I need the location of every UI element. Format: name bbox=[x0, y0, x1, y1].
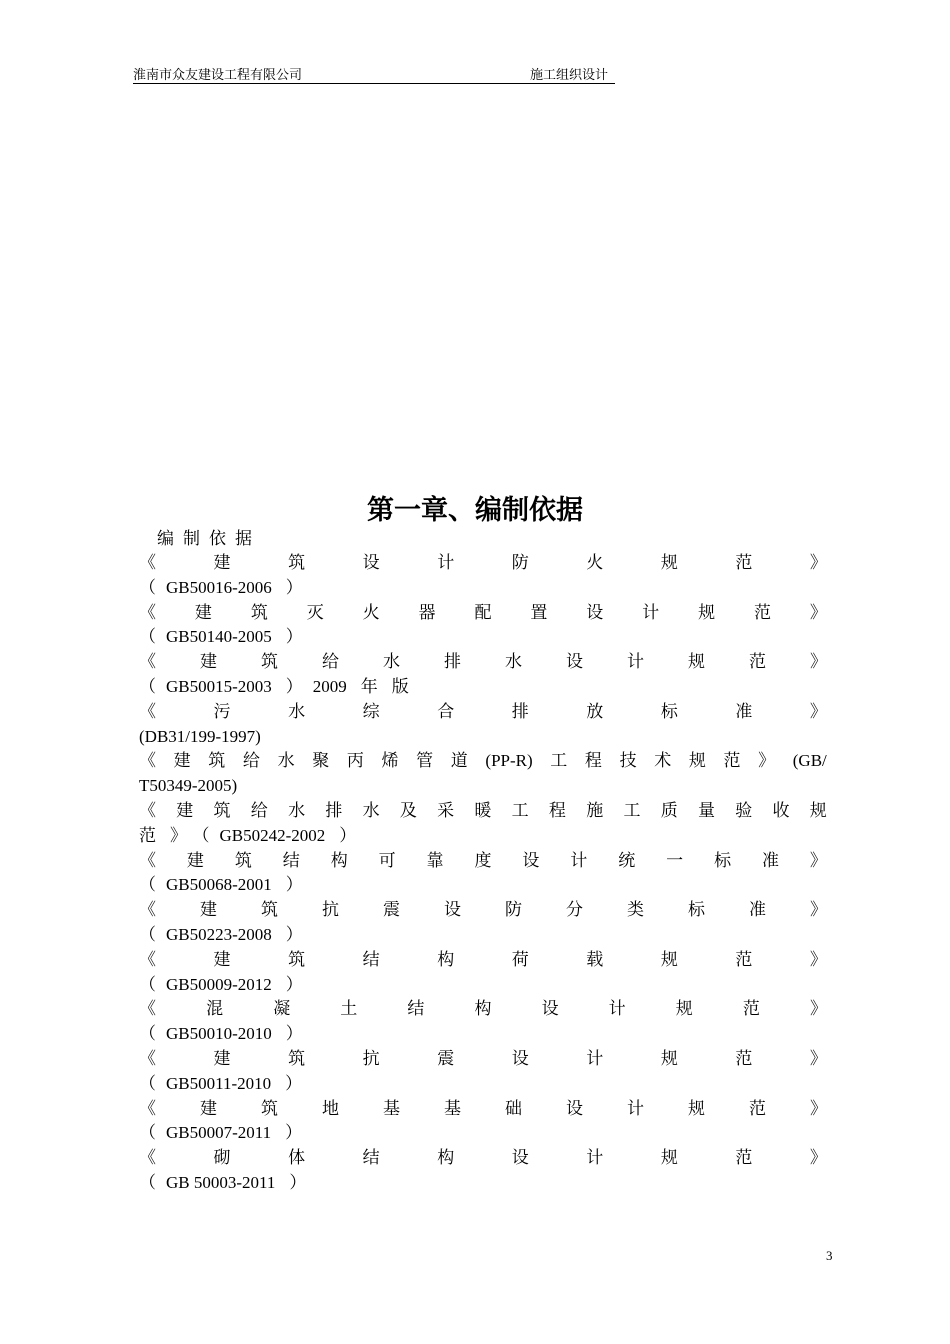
reference-title-char: 器 bbox=[418, 602, 436, 622]
reference-title-char: 规 bbox=[675, 999, 693, 1019]
reference-title-char: 设 bbox=[522, 850, 540, 870]
reference-title-char: 《 bbox=[139, 701, 156, 721]
reference-title-char: 水 bbox=[288, 701, 306, 721]
reference-title-char: 放 bbox=[586, 701, 604, 721]
reference-title-char: 建 bbox=[173, 751, 191, 771]
reference-code-token: （ bbox=[139, 974, 156, 994]
reference-title-char: 丙 bbox=[346, 751, 364, 771]
reference-code-line bbox=[139, 824, 827, 849]
reference-code-token: （ bbox=[139, 875, 156, 895]
reference-title-line bbox=[139, 898, 827, 923]
reference-title-char: 计 bbox=[570, 850, 588, 870]
reference-title-char: 水 bbox=[288, 800, 306, 820]
reference-title-char: 《 bbox=[139, 800, 156, 820]
reference-title-char: 筑 bbox=[234, 850, 252, 870]
reference-code-token: （ bbox=[139, 1024, 156, 1044]
reference-title-char: 道 bbox=[450, 751, 468, 771]
reference-title-char: 火 bbox=[586, 553, 604, 572]
reference-code-token: ） bbox=[285, 627, 303, 647]
reference-title-char: 一 bbox=[666, 850, 684, 870]
reference-title-char: 建 bbox=[213, 553, 231, 572]
reference-title-char: 》 bbox=[809, 999, 827, 1019]
reference-title-char: 水 bbox=[362, 800, 380, 820]
reference-title-char: 抗 bbox=[322, 900, 339, 920]
reference-title-char: 规 bbox=[660, 949, 678, 969]
reference-title-char: 抗 bbox=[362, 1048, 380, 1068]
reference-title-char: 建 bbox=[186, 850, 204, 870]
reference-title-char: 计 bbox=[627, 1098, 644, 1118]
reference-code-line bbox=[139, 923, 827, 948]
reference-code-token: GB50015-2003 bbox=[166, 676, 272, 696]
reference-title-char: 设 bbox=[511, 1048, 529, 1068]
reference-title-char: 规 bbox=[660, 553, 678, 572]
reference-title-char: 防 bbox=[511, 553, 529, 572]
reference-title-char: 载 bbox=[586, 949, 604, 969]
reference-title-char: 暖 bbox=[474, 800, 492, 820]
reference-code-line bbox=[139, 1171, 827, 1196]
reference-title-char: 规 bbox=[688, 751, 706, 771]
reference-title-char: 建 bbox=[176, 800, 194, 820]
reference-title-char: 地 bbox=[322, 1098, 339, 1118]
reference-title-char: 准 bbox=[735, 701, 753, 721]
reference-title-char: 筑 bbox=[261, 1098, 278, 1118]
reference-title-char: 规 bbox=[809, 800, 827, 820]
reference-code-token: 范 bbox=[139, 825, 156, 845]
reference-title-char: 聚 bbox=[312, 751, 330, 771]
reference-title-char: 烯 bbox=[381, 751, 399, 771]
reference-title-char: (GB/ bbox=[792, 751, 827, 771]
reference-title-char: 》 bbox=[810, 900, 827, 920]
reference-code-token: ） bbox=[285, 577, 303, 597]
reference-title-char: 建 bbox=[200, 652, 217, 672]
reference-title-char: 》 bbox=[809, 701, 827, 721]
reference-code-token: 》 bbox=[170, 825, 187, 845]
reference-title-line bbox=[139, 1146, 827, 1171]
reference-title-char: 术 bbox=[654, 751, 672, 771]
reference-title-char: 筑 bbox=[250, 602, 268, 622]
reference-code-token: ） bbox=[285, 1123, 303, 1143]
reference-title-line bbox=[139, 700, 827, 725]
reference-title-char: 计 bbox=[627, 652, 644, 672]
reference-code-token: （ bbox=[139, 577, 156, 597]
reference-title-char: 合 bbox=[437, 701, 455, 721]
reference-code-token: ） bbox=[285, 875, 303, 895]
reference-title-char: 给 bbox=[242, 751, 260, 771]
reference-code-token: GB 50003-2011 bbox=[166, 1172, 276, 1192]
reference-title-char: 筑 bbox=[208, 751, 226, 771]
reference-title-char: 管 bbox=[416, 751, 434, 771]
reference-title-char: 建 bbox=[213, 949, 231, 969]
reference-title-char: 置 bbox=[530, 602, 548, 622]
reference-code-token: 2009 bbox=[312, 676, 347, 696]
reference-title-char: 构 bbox=[474, 999, 492, 1019]
reference-title-char: 量 bbox=[697, 800, 715, 820]
reference-title-line bbox=[139, 749, 827, 774]
reference-title-char: 火 bbox=[362, 602, 380, 622]
reference-title-line bbox=[139, 997, 827, 1022]
reference-title-line bbox=[139, 849, 827, 874]
reference-title-char: 建 bbox=[194, 602, 212, 622]
reference-title-char: 范 bbox=[735, 553, 753, 572]
reference-title-char: 结 bbox=[362, 949, 380, 969]
reference-title-char: 设 bbox=[541, 999, 559, 1019]
reference-title-char: 筑 bbox=[288, 949, 306, 969]
reference-title-char: 工 bbox=[623, 800, 641, 820]
reference-code-token: （ bbox=[139, 924, 156, 944]
reference-title-char: 标 bbox=[660, 701, 678, 721]
reference-code-token: （ bbox=[139, 1073, 156, 1093]
reference-title-char: 规 bbox=[688, 1098, 705, 1118]
reference-title-char: 排 bbox=[511, 701, 529, 721]
reference-title-char: 收 bbox=[772, 800, 790, 820]
reference-title-char: 结 bbox=[362, 1148, 380, 1168]
reference-code-token: ） bbox=[285, 676, 303, 696]
reference-title-char: 施 bbox=[586, 800, 604, 820]
reference-code-token: GB50242-2002 bbox=[219, 825, 326, 845]
reference-title-char: 》 bbox=[809, 949, 827, 969]
reference-title-char: 凝 bbox=[273, 999, 291, 1019]
reference-title-char: 《 bbox=[139, 652, 156, 672]
reference-code-token: （ bbox=[139, 627, 156, 647]
reference-title-char: 土 bbox=[340, 999, 358, 1019]
reference-title-char: 《 bbox=[139, 1048, 156, 1068]
reference-code-token: ） bbox=[285, 974, 303, 994]
chapter-title: 第一章、编制依据 bbox=[367, 495, 583, 526]
reference-title-char: 标 bbox=[688, 900, 705, 920]
reference-title-char: 震 bbox=[383, 900, 400, 920]
reference-title-char: 范 bbox=[749, 1098, 766, 1118]
reference-title-char: 水 bbox=[277, 751, 295, 771]
reference-title-char: 础 bbox=[505, 1098, 522, 1118]
reference-title-char: 基 bbox=[444, 1098, 461, 1118]
reference-title-char: 准 bbox=[761, 850, 779, 870]
reference-title-char: 设 bbox=[566, 652, 583, 672]
reference-title-char: (PP-R) bbox=[485, 751, 533, 771]
reference-title-char: 体 bbox=[288, 1148, 306, 1168]
reference-title-char: 工 bbox=[550, 751, 568, 771]
reference-code-line bbox=[139, 675, 827, 700]
reference-title-char: 结 bbox=[407, 999, 425, 1019]
reference-code-line bbox=[139, 576, 827, 601]
reference-title-char: 准 bbox=[749, 900, 766, 920]
reference-title-char: 规 bbox=[688, 652, 705, 672]
reference-title-char: 》 bbox=[809, 602, 827, 622]
reference-title-char: 范 bbox=[735, 1048, 753, 1068]
reference-title-char: 《 bbox=[139, 999, 156, 1019]
reference-title-char: 及 bbox=[399, 800, 417, 820]
reference-title-char: 统 bbox=[618, 850, 636, 870]
reference-title-line bbox=[139, 948, 827, 973]
reference-title-char: 防 bbox=[505, 900, 522, 920]
reference-code-token: （ bbox=[201, 825, 210, 845]
reference-title-char: 《 bbox=[139, 553, 156, 572]
reference-title-char: 设 bbox=[444, 900, 461, 920]
reference-code-token: GB50010-2010 bbox=[166, 1024, 272, 1044]
reference-title-char: 构 bbox=[330, 850, 348, 870]
reference-title-char: 》 bbox=[810, 652, 827, 672]
reference-title-char: 《 bbox=[139, 1148, 156, 1168]
reference-title-char: 给 bbox=[250, 800, 268, 820]
reference-title-char: 水 bbox=[383, 652, 400, 672]
reference-title-char: 程 bbox=[548, 800, 566, 820]
reference-title-char: 筑 bbox=[288, 553, 306, 572]
reference-code-token: 年 bbox=[360, 676, 378, 696]
reference-code-token: T50349-2005) bbox=[139, 776, 238, 796]
reference-title-line bbox=[139, 1097, 827, 1122]
reference-title-char: 砌 bbox=[213, 1148, 231, 1168]
reference-title-char: 混 bbox=[206, 999, 224, 1019]
reference-title-char: 类 bbox=[627, 900, 644, 920]
reference-title-line bbox=[139, 551, 827, 576]
reference-code-line bbox=[139, 1022, 827, 1047]
reference-title-char: 《 bbox=[139, 602, 156, 622]
reference-title-char: 设 bbox=[362, 553, 380, 572]
reference-code-token: GB50140-2005 bbox=[166, 627, 272, 647]
reference-title-char: 筑 bbox=[288, 1048, 306, 1068]
reference-code-token: （ bbox=[139, 1123, 156, 1143]
reference-title-char: 范 bbox=[742, 999, 760, 1019]
reference-title-char: 震 bbox=[437, 1048, 455, 1068]
reference-code-token: ） bbox=[285, 1073, 303, 1093]
reference-title-char: 范 bbox=[753, 602, 771, 622]
reference-code-token: ） bbox=[289, 1172, 307, 1192]
reference-title-char: 《 bbox=[139, 850, 156, 870]
reference-title-char: 范 bbox=[735, 1148, 753, 1168]
reference-title-char: 污 bbox=[213, 701, 231, 721]
reference-title-char: 》 bbox=[809, 1048, 827, 1068]
reference-title-char: 设 bbox=[586, 602, 604, 622]
reference-code-token: ） bbox=[285, 924, 303, 944]
reference-code-line bbox=[139, 625, 827, 650]
reference-title-char: 基 bbox=[383, 1098, 400, 1118]
reference-code-line bbox=[139, 1072, 827, 1097]
reference-title-char: 采 bbox=[437, 800, 455, 820]
reference-title-char: 设 bbox=[511, 1148, 529, 1168]
reference-title-char: 《 bbox=[139, 1098, 156, 1118]
reference-title-char: 标 bbox=[714, 850, 732, 870]
reference-code-line bbox=[139, 725, 827, 750]
reference-code-token: GB50223-2008 bbox=[166, 924, 272, 944]
reference-title-char: 水 bbox=[505, 652, 522, 672]
reference-title-char: 排 bbox=[325, 800, 343, 820]
reference-title-line bbox=[139, 799, 827, 824]
reference-code-token: GB50016-2006 bbox=[166, 577, 272, 597]
reference-title-char: 工 bbox=[511, 800, 529, 820]
reference-title-line bbox=[139, 1047, 827, 1072]
reference-title-char: 建 bbox=[200, 900, 217, 920]
reference-title-char: 靠 bbox=[426, 850, 444, 870]
reference-title-char: 配 bbox=[474, 602, 492, 622]
reference-title-char: 荷 bbox=[511, 949, 529, 969]
reference-title-char: 范 bbox=[723, 751, 741, 771]
reference-title-char: 》 bbox=[809, 850, 827, 870]
reference-title-char: 》 bbox=[809, 553, 827, 572]
reference-title-char: 构 bbox=[437, 1148, 455, 1168]
reference-title-char: 构 bbox=[437, 949, 455, 969]
reference-code-token: GB50011-2010 bbox=[166, 1073, 272, 1093]
reference-code-line bbox=[139, 774, 827, 799]
reference-title-char: 《 bbox=[139, 949, 156, 969]
reference-code-token: （ bbox=[139, 676, 156, 696]
reference-title-char: 筑 bbox=[261, 900, 278, 920]
reference-title-char: 计 bbox=[642, 602, 660, 622]
reference-code-line bbox=[139, 973, 827, 998]
reference-title-char: 》 bbox=[810, 1098, 827, 1118]
reference-code-token: ） bbox=[285, 1024, 303, 1044]
reference-title-char: 》 bbox=[809, 1148, 827, 1168]
reference-title-char: 建 bbox=[200, 1098, 217, 1118]
reference-code-line bbox=[139, 873, 827, 898]
reference-title-char: 分 bbox=[566, 900, 583, 920]
reference-code-token: 版 bbox=[391, 676, 409, 696]
page-header bbox=[133, 66, 615, 84]
reference-title-char: 计 bbox=[586, 1148, 604, 1168]
reference-title-line bbox=[139, 601, 827, 626]
company-name: 淮南市众友建设工程有限公司 bbox=[133, 67, 303, 82]
reference-code-token: GB50068-2001 bbox=[166, 875, 272, 895]
reference-title-char: 验 bbox=[735, 800, 753, 820]
reference-title-char: 可 bbox=[378, 850, 396, 870]
reference-title-char: 结 bbox=[282, 850, 300, 870]
reference-title-char: 度 bbox=[474, 850, 492, 870]
reference-title-char: 综 bbox=[362, 701, 380, 721]
reference-title-line bbox=[139, 650, 827, 675]
reference-title-char: 灭 bbox=[306, 602, 324, 622]
reference-title-char: 《 bbox=[139, 751, 156, 771]
reference-list bbox=[139, 551, 827, 1196]
reference-title-char: 技 bbox=[619, 751, 637, 771]
reference-title-char: 程 bbox=[584, 751, 602, 771]
reference-title-char: 计 bbox=[608, 999, 626, 1019]
document-title: 施工组织设计 bbox=[530, 67, 609, 82]
reference-code-token: (DB31/199-1997) bbox=[139, 726, 261, 746]
reference-code-token: ） bbox=[339, 825, 357, 845]
section-subheading: 编制依据 bbox=[157, 529, 261, 548]
reference-title-char: 范 bbox=[735, 949, 753, 969]
reference-title-char: 设 bbox=[566, 1098, 583, 1118]
reference-code-token: （ bbox=[139, 1172, 156, 1192]
reference-code-line bbox=[139, 1121, 827, 1146]
reference-code-token: GB50007-2011 bbox=[166, 1123, 272, 1143]
reference-title-char: 筑 bbox=[213, 800, 231, 820]
reference-title-char: 范 bbox=[749, 652, 766, 672]
reference-title-char: 质 bbox=[660, 800, 678, 820]
reference-title-char: 筑 bbox=[261, 652, 278, 672]
reference-code-token: GB50009-2012 bbox=[166, 974, 272, 994]
reference-title-char: 计 bbox=[437, 553, 455, 572]
reference-title-char: 》 bbox=[758, 751, 776, 771]
reference-title-char: 规 bbox=[660, 1148, 678, 1168]
reference-title-char: 排 bbox=[444, 652, 461, 672]
page-number: 3 bbox=[826, 1248, 833, 1263]
reference-title-char: 规 bbox=[660, 1048, 678, 1068]
reference-title-char: 《 bbox=[139, 900, 156, 920]
reference-title-char: 建 bbox=[213, 1048, 231, 1068]
reference-title-char: 给 bbox=[322, 652, 339, 672]
reference-title-char: 计 bbox=[586, 1048, 604, 1068]
reference-title-char: 规 bbox=[698, 602, 716, 622]
